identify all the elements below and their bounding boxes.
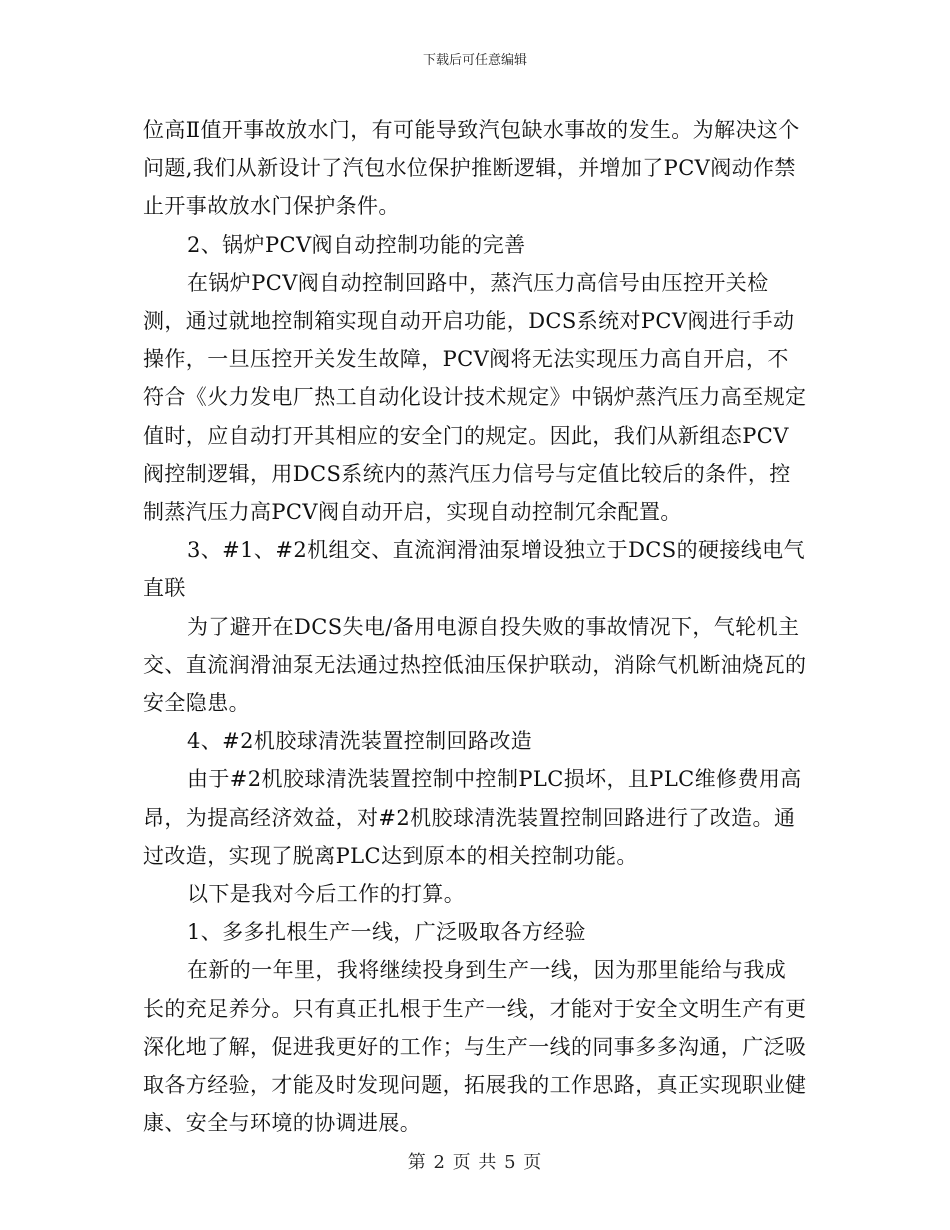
paragraph: 以下是我对今后工作的打算。 (187, 882, 466, 907)
paragraph: 位高Ⅱ值开事故放水门，有可能导致汽包缺水事故的发生。为解决这个问题,我们从新设计了汽包水位保护推断逻辑，并增加了PCV阀动作禁止开事故放水门保护条件。 (143, 118, 800, 219)
page-footer: 第 2 页 共 5 页 (407, 1152, 543, 1173)
paragraph: 在锅炉PCV阀自动控制回路中，蒸汽压力高信号由压控开关检测，通过就地控制箱实现自动开启功能，DCS系统对PCV阀进行手动操作，一旦压控开关发生故障，PCV阀将无法实现压力高自开启，不符合《火力发电厂热工自动化设计技术规定》中锅炉蒸汽压力高至规定值时，应自动打开其相应的安全门的规定。因此，我们从新组态PCV阀控制逻辑，用DCS系统内的蒸汽压力信号与定值比较后的条件，控制蒸汽压力高PCV阀自动开启，实现自动控制冗余配置。 (143, 270, 807, 525)
paragraph: 在新的一年里，我将继续投身到生产一线，因为那里能给与我成长的充足养分。只有真正扎根于生产一线，才能对于安全文明生产有更深化地了解，促进我更好的工作；与生产一线的同事多多沟通，广泛吸取各方经验，才能及时发现问题，拓展我的工作思路，真正实现职业健康、安全与环境的协调进展。 (143, 958, 807, 1136)
paragraph: 为了避开在DCS失电/备用电源自投失败的事故情况下，气轮机主交、直流润滑油泵无法通过热控低油压保护联动，消除气机断油烧瓦的安全隐患。 (143, 614, 807, 716)
body-text (143, 111, 807, 1142)
section-heading: 3、#1、#2机组交、直流润滑油泵增设独立于DCS的硬接线电气直联 (143, 538, 805, 601)
section-heading: 2、锅炉PCV阀自动控制功能的完善 (187, 232, 526, 257)
paragraph: 由于#2机胶球清洗装置控制中控制PLC损坏，且PLC维修费用高昂，为提高经济效益，对#2机胶球清洗装置控制回路进行了改造。通过改造，实现了脱离PLC达到原本的相关控制功能。 (143, 767, 802, 868)
page-header: 下载后可任意编辑 (422, 53, 527, 68)
section-heading: 1、多多扎根生产一线，广泛吸取各方经验 (187, 920, 586, 945)
section-heading: 4、#2机胶球清洗装置控制回路改造 (187, 729, 533, 754)
